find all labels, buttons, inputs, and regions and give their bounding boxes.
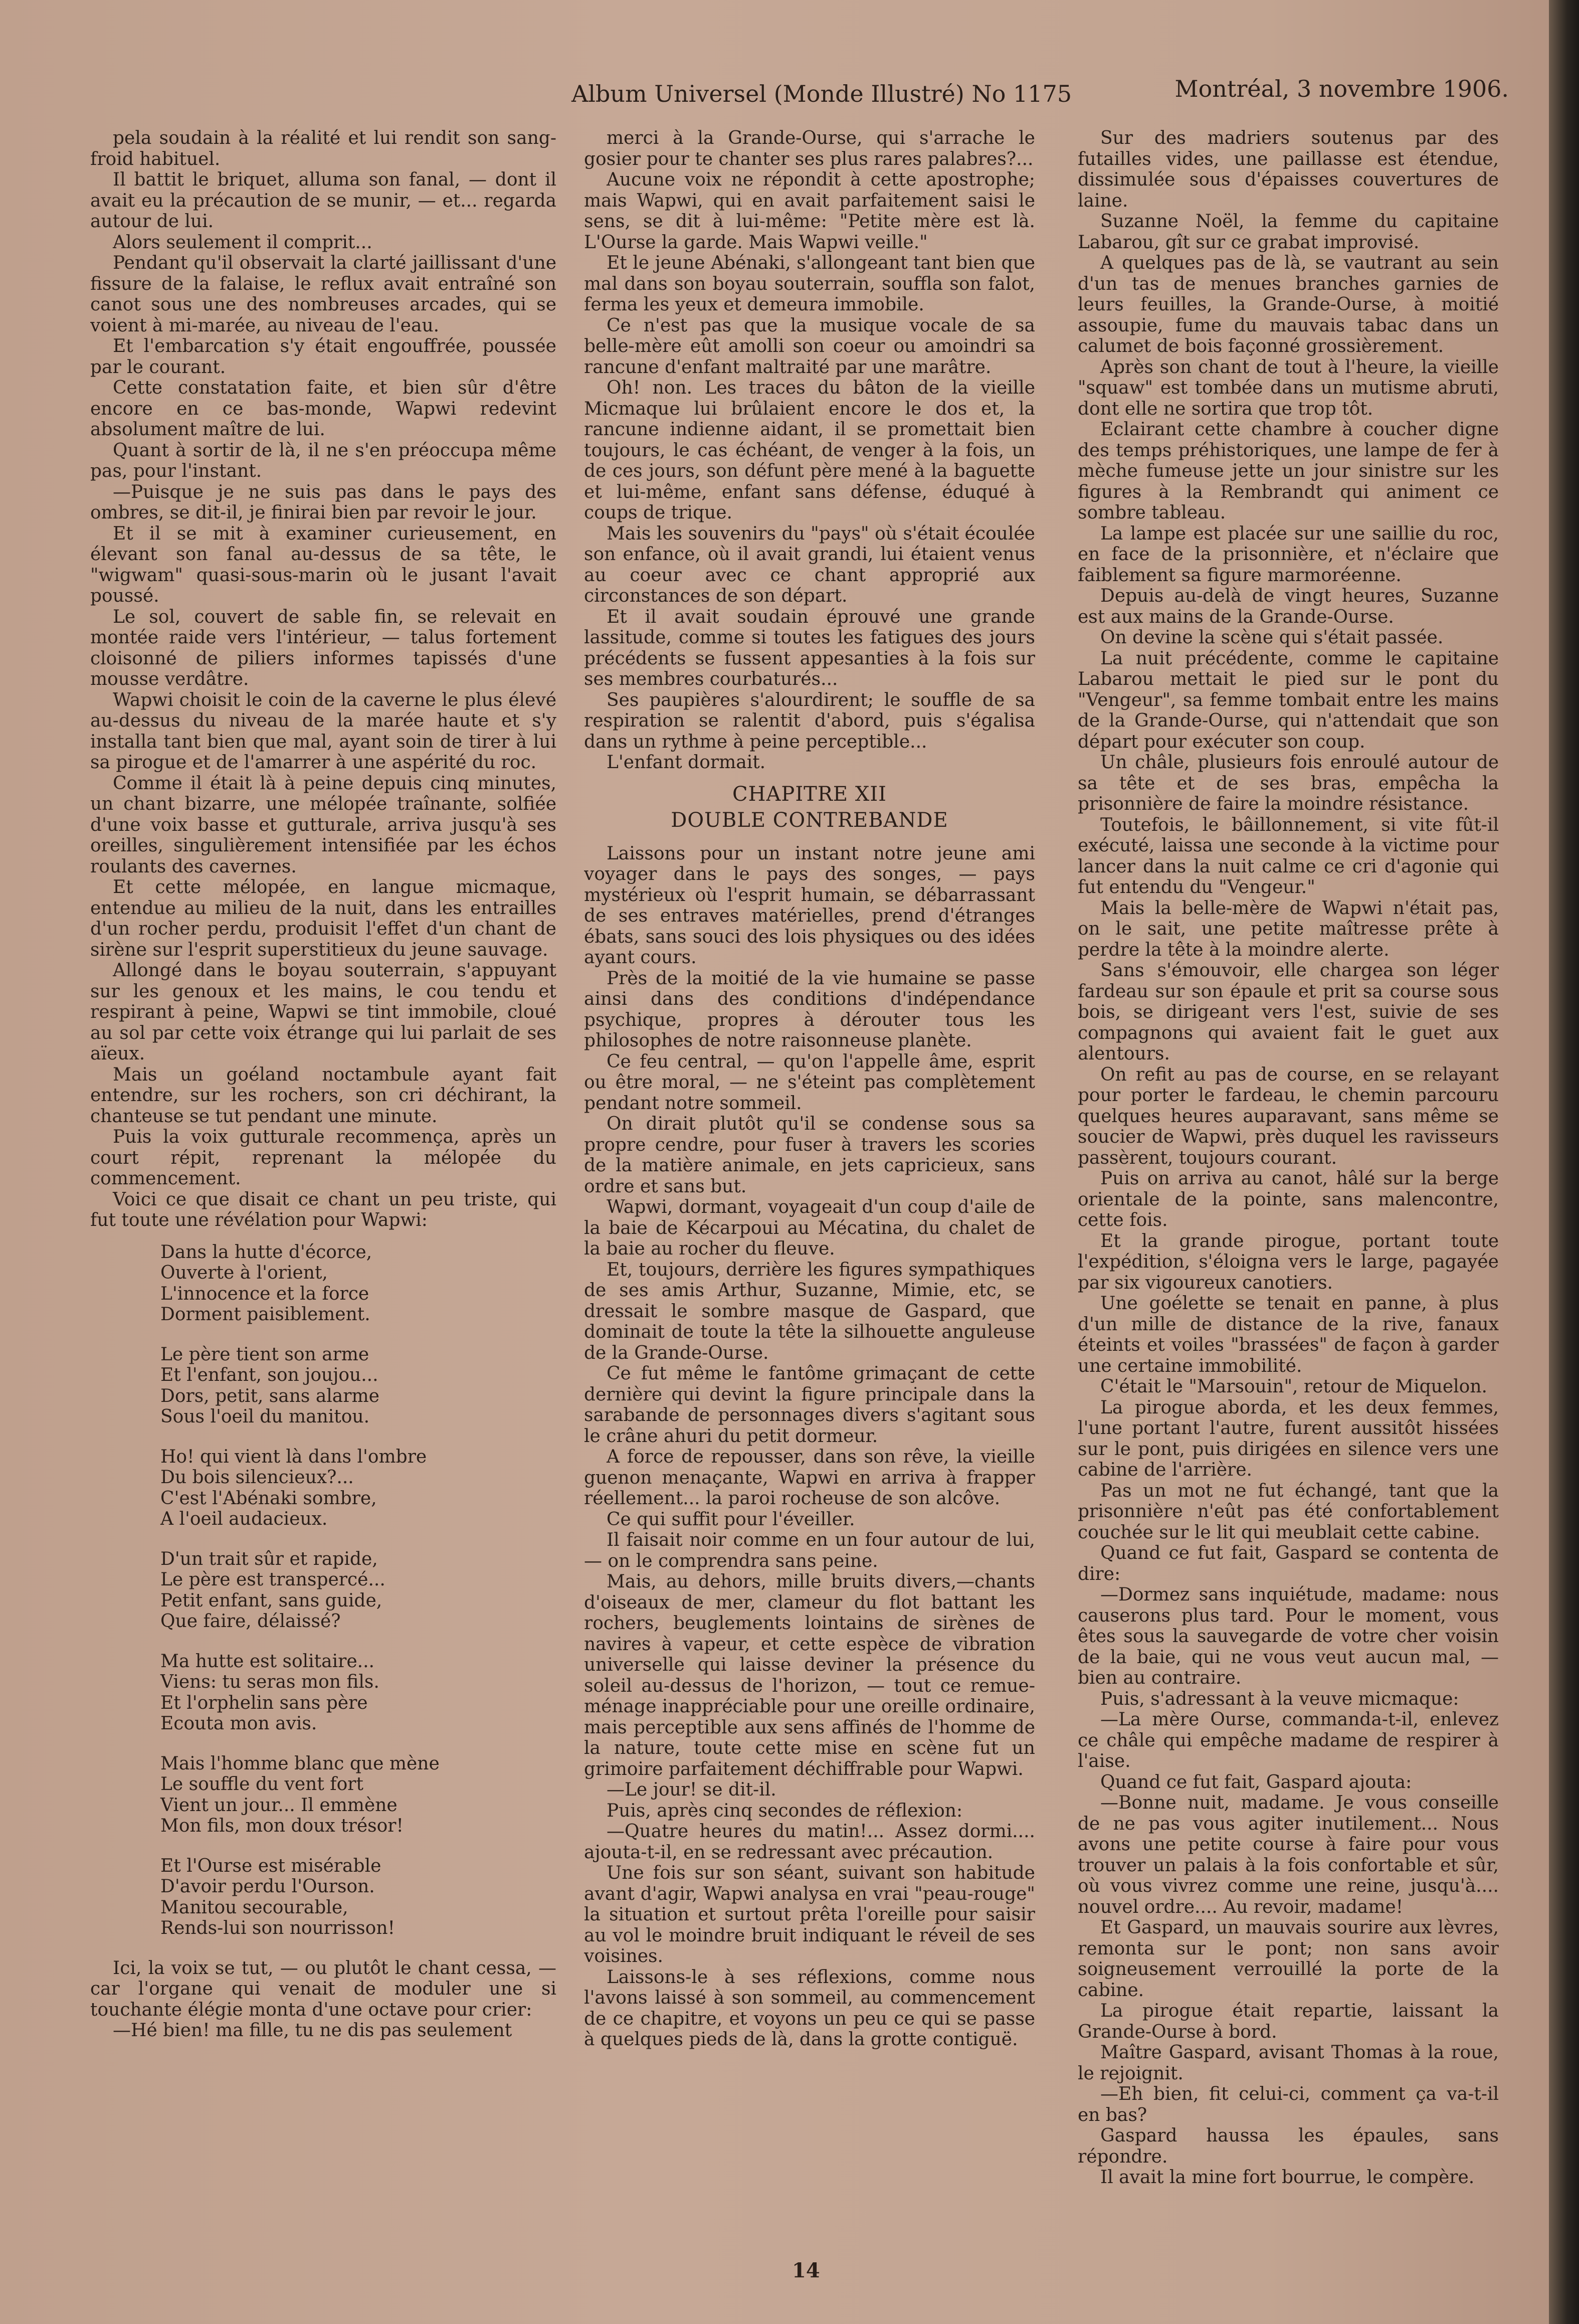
paragraph: Laissons-le à ses réflexions, comme nous l'avons laissé à son sommeil, au commencement de ce chapitre, et voyons un peu ce qui se passe à quelques pieds de là, dans la grotte contiguë. — [584, 1967, 1035, 2050]
paragraph: Laissons pour un instant notre jeune ami voyager dans le pays des songes, — pays mystérieux où l'esprit humain, se débarrassant de ses entraves matérielles, prend d'étranges ébats, sans souci des lois physiques ou des idées ayant cours. — [584, 843, 1035, 968]
paragraph: Ce feu central, — qu'on l'appelle âme, esprit ou être moral, — ne s'éteint pas complètement pendant notre sommeil. — [584, 1051, 1035, 1114]
paragraph: La lampe est placée sur une saillie du roc, en face de la prisonnière, et n'éclaire que faiblement sa figure marmoréenne. — [1078, 523, 1499, 586]
page-header — [556, 75, 1509, 115]
paragraph: —Bonne nuit, madame. Je vous conseille de ne pas vous agiter inutilement... Nous avons une petite course à faire pour vous trouver un palais à la fois confortable et sûr, où vous vivrez comme une reine, jusqu'à.... nouvel ordre.... Au revoir, madame! — [1078, 1793, 1499, 1917]
poem-line: Et l'Ourse est misérable — [160, 1855, 381, 1876]
paragraph: C'était le "Marsouin", retour de Miquelon. — [1100, 1376, 1487, 1397]
paragraph: Cette constatation faite, et bien sûr d'être encore en ce bas-monde, Wapwi redevint absolument maître de lui. — [90, 378, 556, 440]
poem-line: L'innocence et la force — [160, 1283, 369, 1304]
poem-line: Dans la hutte d'écorce, — [160, 1241, 372, 1263]
paragraph: Le sol, couvert de sable fin, se relevait en montée raide vers l'intérieur, — talus fortement cloisonné de piliers informes tapissés d'une mousse verdâtre. — [90, 606, 556, 689]
paragraph: Allongé dans le boyau souterrain, s'appuyant sur les genoux et les mains, le cou tendu et respirant à peine, Wapwi se tint immobile, cloué au sol par cette voix étrange qui lui parlait de ses aïeux. — [90, 960, 556, 1064]
column-1-paragraphs — [90, 128, 556, 1231]
header-publication: Album Universel (Monde Illustré) No 1175 — [571, 80, 1072, 107]
poem-line: Dorment paisiblement. — [160, 1304, 370, 1325]
column-3-paragraphs — [1078, 128, 1499, 2188]
paragraph: Mais un goéland noctambule ayant fait entendre, sur les rochers, son cri déchirant, la chanteuse se tut pendant une minute. — [90, 1064, 556, 1127]
paragraph: Quant à sortir de là, il ne s'en préoccupa même pas, pour l'instant. — [90, 440, 556, 481]
poem-line: Ecouta mon avis. — [160, 1713, 317, 1734]
paragraph: Ce qui suffit pour l'éveiller. — [607, 1509, 855, 1530]
chapter-heading: CHAPITRE XII — [732, 782, 887, 806]
paragraph: Un châle, plusieurs fois enroulé autour de sa tête et de ses bras, empêcha la prisonnière de faire la moindre résistance. — [1078, 752, 1499, 814]
paragraph: Il avait la mine fort bourrue, le compère. — [1100, 2167, 1475, 2188]
paragraph: Ce fut même le fantôme grimaçant de cette dernière qui devint la figure principale dans la sarabande de personnages divers s'agitant sous le crâne ahuri du petit dormeur. — [584, 1363, 1035, 1447]
paragraph: —Le jour! se dit-il. — [607, 1779, 776, 1800]
paragraph: Ce n'est pas que la musique vocale de sa belle-mère eût amolli son coeur ou amoindri sa rancune d'enfant maltraité par une marâtre. — [584, 315, 1035, 378]
column-2-paragraphs-end — [584, 843, 1035, 2050]
paragraph: Près de la moitié de la vie humaine se passe ainsi dans des conditions d'indépendance psychique, propres à dérouter tous les philosophes de notre raisonneuse planète. — [584, 968, 1035, 1051]
poem-line: Petit enfant, sans guide, — [160, 1590, 382, 1611]
paragraph: Wapwi choisit le coin de la caverne le plus élevé au-dessus du niveau de la marée haute et s'y installa tant bien que mal, ayant soin de tirer à lui sa pirogue et de l'amarrer à une aspérité du roc. — [90, 689, 556, 773]
paragraph: Eclairant cette chambre à coucher digne des temps préhistoriques, une lampe de fer à mèche fumeuse jette un jour sinistre sur les figures à la Rembrandt qui animent ce sombre tableau. — [1078, 419, 1499, 523]
poem-line: Et l'orphelin sans père — [160, 1692, 368, 1713]
paragraph: Une fois sur son séant, suivant son habitude avant d'agir, Wapwi analysa en vrai "peau-rouge" la situation et surtout prêta l'oreille pour saisir au vol le moindre bruit indiquant le réveil de ses voisines. — [584, 1863, 1035, 1967]
poem-line: Le père est transpercé... — [160, 1569, 385, 1590]
poem-line: Mais l'homme blanc que mène — [160, 1753, 440, 1774]
paragraph: —La mère Ourse, commanda-t-il, enlevez ce châle qui empêche madame de respirer à l'aise. — [1078, 1709, 1499, 1771]
paragraph: Et la grande pirogue, portant toute l'expédition, s'éloigna vers le large, pagayée par six vigoureux canotiers. — [1078, 1230, 1499, 1293]
poem-line: Ma hutte est solitaire... — [160, 1651, 374, 1672]
paragraph: Aucune voix ne répondit à cette apostrophe; mais Wapwi, qui en avait parfaitement saisi le sens, se dit à lui-même: "Petite mère est là. L'Ourse la garde. Mais Wapwi veille." — [584, 169, 1035, 253]
paragraph: Puis, s'adressant à la veuve micmaque: — [1100, 1688, 1459, 1709]
paragraph: Quand ce fut fait, Gaspard ajouta: — [1100, 1771, 1412, 1793]
paragraph: Gaspard haussa les épaules, sans répondre. — [1078, 2125, 1499, 2167]
poem-stanza — [160, 1242, 556, 1325]
paragraph: Et le jeune Abénaki, s'allongeant tant bien que mal dans son boyau souterrain, souffla son falot, ferma les yeux et demeura immobile. — [584, 253, 1035, 315]
paragraph: Et Gaspard, un mauvais sourire aux lèvres, remonta sur le pont; non sans avoir soigneusement verrouillé la porte de la cabine. — [1078, 1917, 1499, 2001]
paragraph: merci à la Grande-Ourse, qui s'arrache le gosier pour te chanter ses plus rares palabres?... — [584, 128, 1035, 169]
song-poem — [160, 1242, 556, 1939]
chapter-title: DOUBLE CONTREBANDE — [671, 808, 948, 832]
paragraph: —Dormez sans inquiétude, madame: nous causerons plus tard. Pour le moment, vous êtes sous la sauvegarde de votre cher voisin de la baie, qui ne vous veut aucun mal, — bien au contraire. — [1078, 1584, 1499, 1688]
paragraph: Ici, la voix se tut, — ou plutôt le chant cessa, — car l'organe qui venait de moduler une si touchante élégie monta d'une octave pour crier: — [90, 1957, 556, 2020]
paragraph: Suzanne Noël, la femme du capitaine Labarou, gît sur ce grabat improvisé. — [1078, 211, 1499, 253]
paragraph: On devine la scène qui s'était passée. — [1100, 627, 1444, 648]
paragraph: Ses paupières s'alourdirent; le souffle de sa respiration se ralentit d'abord, puis s'égalisa dans un rythme à peine perceptible... — [584, 689, 1035, 752]
poem-line: Du bois silencieux?... — [160, 1467, 354, 1488]
poem-line: Sous l'oeil du manitou. — [160, 1406, 370, 1427]
poem-line: Viens: tu seras mon fils. — [160, 1672, 379, 1692]
poem-line: Mon fils, mon doux trésor! — [160, 1816, 404, 1836]
poem-line: Ouverte à l'orient, — [160, 1263, 328, 1283]
paragraph: Maître Gaspard, avisant Thomas à la roue, le rejoignit. — [1078, 2042, 1499, 2084]
paragraph: Et, toujours, derrière les figures sympathiques de ses amis Arthur, Suzanne, Mimie, etc, se dressait le sombre masque de Gaspard, que dominait de toute la tête la silhouette anguleuse de la Grande-Ourse. — [584, 1259, 1035, 1363]
page-number: 14 — [792, 2259, 820, 2282]
paragraph: Puis, après cinq secondes de réflexion: — [607, 1800, 963, 1821]
poem-line: Vient un jour... Il emmène — [160, 1795, 398, 1816]
poem-line: D'avoir perdu l'Ourson. — [160, 1876, 375, 1897]
paragraph: Pas un mot ne fut échangé, tant que la prisonnière n'eût pas été confortablement couchée sur le lit qui meublait cette cabine. — [1078, 1480, 1499, 1543]
paragraph: Après son chant de tout à l'heure, la vieille "squaw" est tombée dans un mutisme abruti, dont elle ne sortira que trop tôt. — [1078, 356, 1499, 419]
paragraph: Comme il était là à peine depuis cinq minutes, un chant bizarre, une mélopée traînante, solfiée d'une voix basse et gutturale, arriva jusqu'à ses oreilles, singulièrement intensifiée par les échos roulants des cavernes. — [90, 773, 556, 877]
poem-line: Le souffle du vent fort — [160, 1774, 363, 1795]
paragraph: Et l'embarcation s'y était engouffrée, poussée par le courant. — [90, 336, 556, 378]
paragraph: —Hé bien! ma fille, tu ne dis pas seulement — [113, 2020, 512, 2041]
paragraph: Mais les souvenirs du "pays" où s'était écoulée son enfance, où il avait grandi, lui étaient venus au coeur avec ce chant approprié aux circonstances de son départ. — [584, 523, 1035, 606]
paragraph: Quand ce fut fait, Gaspard se contenta de dire: — [1078, 1543, 1499, 1584]
paragraph: —Quatre heures du matin!... Assez dormi.... ajouta-t-il, en se redressant avec précaution. — [584, 1821, 1035, 1863]
paragraph: A force de repousser, dans son rêve, la vieille guenon menaçante, Wapwi en arriva à frapper réellement... la paroi rocheuse de son alcôve. — [584, 1447, 1035, 1509]
paragraph: Il battit le briquet, alluma son fanal, — dont il avait eu la précaution de se munir, — et... regarda autour de lui. — [90, 169, 556, 232]
paragraph: Depuis au-delà de vingt heures, Suzanne est aux mains de la Grande-Ourse. — [1078, 586, 1499, 627]
paragraph: Sans s'émouvoir, elle chargea son léger fardeau sur son épaule et prit sa course sous bois, se dirigeant vers l'est, suivie de ses compagnons qui avaient fait le guet aux alentours. — [1078, 960, 1499, 1064]
paragraph: La pirogue aborda, et les deux femmes, l'une portant l'autre, furent aussitôt hissées sur le pont, puis dirigées en silence vers une cabine de l'arrière. — [1078, 1397, 1499, 1480]
paragraph: La pirogue était repartie, laissant la Grande-Ourse à bord. — [1078, 2001, 1499, 2042]
paragraph: Mais la belle-mère de Wapwi n'était pas, on le sait, une petite maîtresse prête à perdre la tête à la moindre alerte. — [1078, 898, 1499, 960]
paragraph: pela soudain à la réalité et lui rendit son sang-froid habituel. — [90, 128, 556, 169]
paragraph: Et cette mélopée, en langue micmaque, entendue au milieu de la nuit, dans les entrailles d'un rocher perdu, produisit l'effet d'un chant de sirène sur l'esprit superstitieux du jeune sauvage. — [90, 877, 556, 960]
paragraph: Pendant qu'il observait la clarté jaillissant d'une fissure de la falaise, le reflux avait entraîné son canot sous une des nombreuses arcades, qui se voient à mi-marée, au niveau de l'eau. — [90, 253, 556, 336]
paragraph: Puis la voix gutturale recommença, après un court répit, reprenant la mélopée du commencement. — [90, 1127, 556, 1189]
header-date: Montréal, 3 novembre 1906. — [1174, 75, 1509, 102]
paragraph: On refit au pas de course, en se relayant pour porter le fardeau, le chemin parcouru quelques heures auparavant, sans même se soucier de Wapwi, près duquel les ravisseurs passèrent, toujours courant. — [1078, 1064, 1499, 1168]
poem-line: Que faire, délaissé? — [160, 1611, 341, 1632]
poem-line: Rends-lui son nourrisson! — [160, 1918, 395, 1938]
column-3 — [1078, 128, 1499, 2249]
paragraph: A quelques pas de là, se vautrant au sein d'un tas de menues branches garnies de leurs feuilles, la Grande-Ourse, à moitié assoupie, fume du mauvais tabac dans un calumet de bois façonné grossièrement. — [1078, 253, 1499, 356]
paragraph: Voici ce que disait ce chant un peu triste, qui fut toute une révélation pour Wapwi: — [90, 1189, 556, 1230]
paragraph: La nuit précédente, comme le capitaine Labarou mettait le pied sur le pont du "Vengeur", sa femme tombait entre les mains de la Grande-Ourse, qui n'attendait que son départ pour exécuter son coup. — [1078, 648, 1499, 752]
paragraph: —Puisque je ne suis pas dans le pays des ombres, se dit-il, je finirai bien par revoir le jour. — [90, 481, 556, 523]
paragraph: Et il avait soudain éprouvé une grande lassitude, comme si toutes les fatigues des jours précédents se fussent appesanties à la fois sur ses membres courbaturés... — [584, 606, 1035, 689]
poem-stanza — [160, 1856, 556, 1939]
paragraph: Mais, au dehors, mille bruits divers,—chants d'oiseaux de mer, clameur du flot battant les rochers, beuglements lointains de sirènes de navires à vapeur, et cette espèce de vibration universelle qui laisse deviner la présence du soleil au-dessus de l'horizon, — tout ce remue-ménage inappréciable pour une oreille ordinaire, mais perceptible aux sens affinés de l'homme de la nature, toute cette mise en scène fut un grimoire parfaitement déchiffrable pour Wapwi. — [584, 1571, 1035, 1779]
column-1-paragraphs-end — [90, 1958, 556, 2041]
poem-line: Dors, petit, sans alarme — [160, 1385, 379, 1406]
paragraph: Puis on arriva au canot, hâlé sur la berge orientale de la pointe, sans malencontre, cette fois. — [1078, 1168, 1499, 1230]
paragraph: Wapwi, dormant, voyageait d'un coup d'aile de la baie de Kécarpoui au Mécatina, du chalet de la baie au rocher du fleuve. — [584, 1197, 1035, 1259]
paragraph: Une goélette se tenait en panne, à plus d'un mille de distance de la rive, fanaux éteints et voiles "brassées" de façon à garder une certaine immobilité. — [1078, 1293, 1499, 1376]
poem-stanza — [160, 1447, 556, 1530]
poem-stanza — [160, 1753, 556, 1837]
poem-line: Manitou secourable, — [160, 1897, 348, 1918]
poem-line: Et l'enfant, son joujou... — [160, 1365, 378, 1385]
paragraph: Oh! non. Les traces du bâton de la vieille Micmaque lui brûlaient encore le dos et, la rancune indienne aidant, il se promettait bien toujours, le cas échéant, de venger à la fois, un de ces jours, son défunt père mené à la baguette et lui-même, enfant sans défense, éduqué à coups de trique. — [584, 378, 1035, 523]
poem-line: Ho! qui vient là dans l'ombre — [160, 1446, 427, 1467]
paragraph: Sur des madriers soutenus par des futailles vides, une paillasse est étendue, dissimulée sous d'épaisses couvertures de laine. — [1078, 128, 1499, 211]
poem-line: A l'oeil audacieux. — [160, 1509, 328, 1529]
paragraph: L'enfant dormait. — [607, 752, 766, 773]
poem-line: D'un trait sûr et rapide, — [160, 1548, 378, 1569]
column-1 — [90, 128, 556, 2249]
paragraph: On dirait plutôt qu'il se condense sous sa propre cendre, pour fuser à travers les scories de la matière animale, en jets capricieux, sans ordre et sans but. — [584, 1114, 1035, 1197]
paragraph: Il faisait noir comme en un four autour de lui, — on le comprendra sans peine. — [584, 1530, 1035, 1571]
column-2-paragraphs — [584, 128, 1035, 773]
poem-line: Le père tient son arme — [160, 1344, 369, 1365]
page-binding-edge — [1549, 0, 1579, 2324]
paragraph: Alors seulement il comprit... — [113, 232, 372, 253]
paragraph: Toutefois, le bâillonnement, si vite fût-il exécuté, laissa une seconde à la victime pour lancer dans la nuit calme ce cri d'agonie qui fut entendu du "Vengeur." — [1078, 814, 1499, 898]
poem-stanza — [160, 1651, 556, 1734]
poem-stanza — [160, 1344, 556, 1427]
paragraph: Et il se mit à examiner curieusement, en élevant son fanal au-dessus de sa tête, le "wigwam" quasi-sous-marin où le jusant l'avait poussé. — [90, 523, 556, 606]
paragraph: —Eh bien, fit celui-ci, comment ça va-t-il en bas? — [1078, 2084, 1499, 2125]
poem-stanza — [160, 1549, 556, 1632]
poem-line: C'est l'Abénaki sombre, — [160, 1488, 377, 1509]
column-2 — [584, 128, 1035, 2249]
